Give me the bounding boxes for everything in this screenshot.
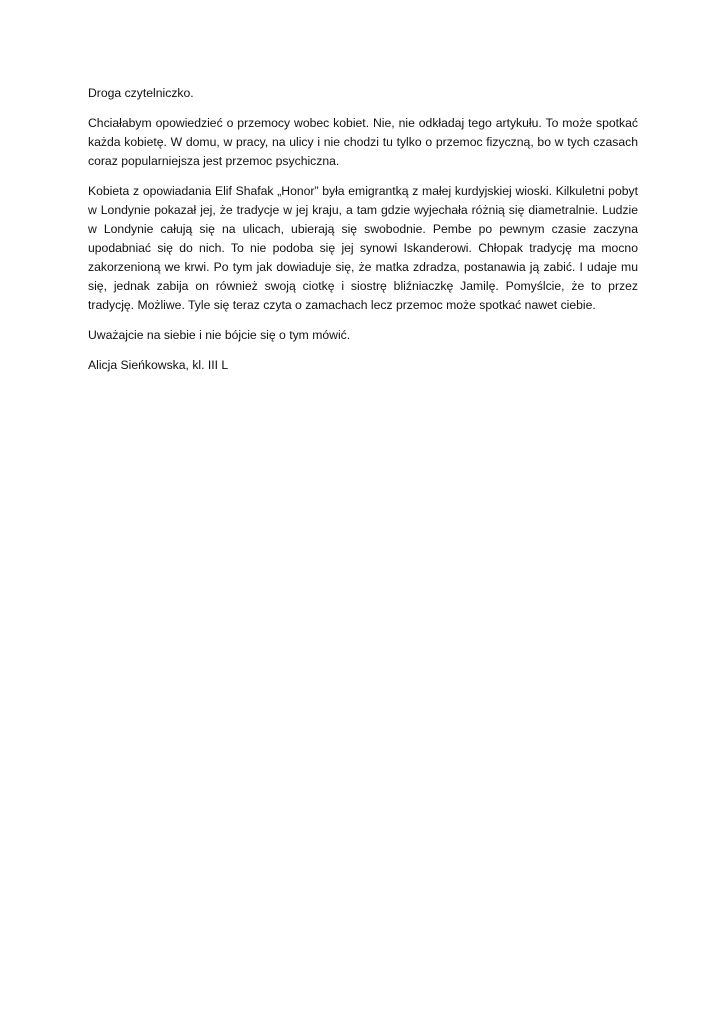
letter-signature: Alicja Sieńkowska, kl. III L — [88, 358, 229, 372]
letter-paragraph-1: Chciałabym opowiedzieć o przemocy wobec kobiet. Nie, nie odkładaj tego artykułu. To może spotkać każda kobietę. W domu, w pracy, na ulicy i nie chodzi tu tylko o przemoc fizyczną, bo w tych czasach coraz popularniejsza jest przemoc psychiczna. — [88, 116, 638, 168]
letter-greeting: Droga czytelniczko. — [88, 86, 194, 100]
letter-paragraph-2: Kobieta z opowiadania Elif Shafak „Honor” była emigrantką z małej kurdyjskiej wioski. Kilkuletni pobyt w Londynie pokazał jej, że tradycje w jej kraju, a tam gdzie wyjechała różnią się diametralnie. Ludzie w Londynie całują się na ulicach, ubierają się swobodnie. Pembe po pewnym czasie zaczyna upodabniać się do nich. To nie podoba się jej synowi Iskanderowi. Chłopak tradycję ma mocno zakorzenioną we krwi. Po tym jak dowiaduje się, że matka zdradza, postanawia ją zabić. I udaje mu się, jednak zabija on również swoją ciotkę i siostrę bliźniaczkę Jamilę. Pomyślcie, że to przez tradycję. Możliwe. Tyle się teraz czyta o zamachach lecz przemoc może spotkać nawet ciebie. — [88, 184, 638, 312]
letter-closing: Uważajcie na siebie i nie bójcie się o tym mówić. — [88, 328, 351, 342]
letter-body — [88, 84, 638, 386]
